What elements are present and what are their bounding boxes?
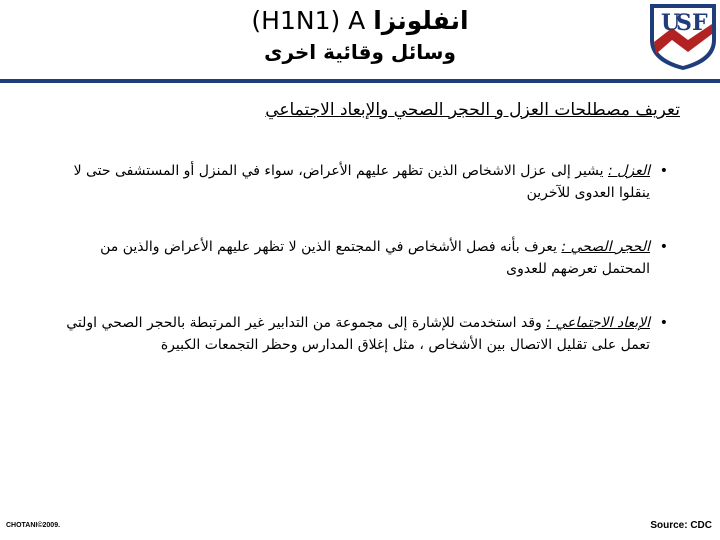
section-title: تعريف مصطلحات العزل و الحجر الصحي والإبعاد الاجتماعي	[265, 100, 680, 120]
bullet-text: يشير إلى عزل الاشخاص الذين تظهر عليهم الأعراض، سواء في المنزل أو المستشفى حتى لا ينقلوا العدوى للآخرين	[73, 163, 650, 201]
list-item	[50, 312, 668, 356]
list-item	[50, 236, 668, 280]
bullet-icon: •	[659, 239, 668, 255]
title-block	[150, 4, 570, 66]
svg-text:U: U	[661, 10, 681, 36]
svg-text:S: S	[676, 10, 692, 36]
title-code: (H1N1) A	[251, 6, 366, 35]
bullet-icon: •	[659, 163, 668, 179]
bullet-icon: •	[659, 315, 668, 331]
definitions-list	[50, 160, 668, 356]
list-item	[50, 160, 668, 204]
header-divider	[0, 79, 720, 83]
svg-text:F: F	[692, 10, 708, 36]
bullet-term: الحجر الصحي :	[561, 239, 650, 255]
page-title	[150, 4, 570, 38]
title-arabic: انفلونزا	[373, 6, 469, 35]
copyright-footer: CHOTANI©2009.	[6, 522, 61, 529]
source-footer: Source: CDC	[650, 520, 712, 531]
bullet-text: يعرف بأنه فصل الأشخاص في المجتمع الذين لا تظهر عليهم الأعراض والذين من المحتمل تعرضهم للعدوى	[100, 239, 650, 277]
bullet-text: وقد استخدمت للإشارة إلى مجموعة من التدابير غير المرتبطة بالحجر الصحي اولتي تعمل على تقليل الاتصال بين الأشخاص ، مثل إغلاق المدارس وحظر التجمعات الكبيرة	[66, 315, 650, 353]
page-subtitle: وسائل وقائية اخرى	[264, 40, 456, 64]
bullet-term: الإبعاد الاجتماعي :	[546, 315, 650, 331]
bullet-term: العزل :	[608, 163, 650, 179]
usf-logo-icon	[642, 0, 720, 72]
